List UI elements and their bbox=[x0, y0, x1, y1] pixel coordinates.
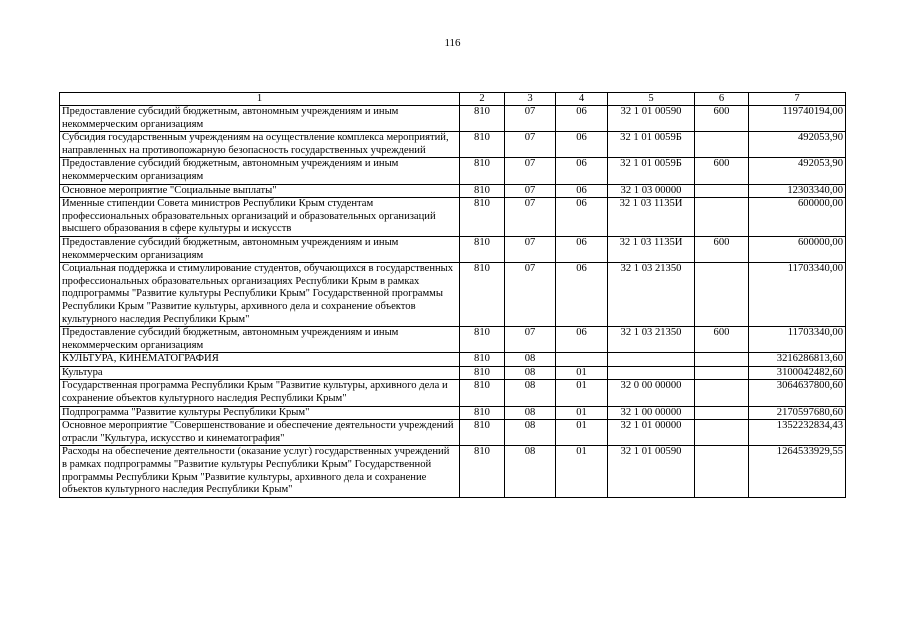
row-expense-type bbox=[695, 184, 749, 198]
row-amount: 1264533929,55 bbox=[749, 446, 846, 497]
header-row bbox=[60, 93, 846, 106]
row-target-article: 32 1 03 1135И bbox=[608, 236, 695, 262]
table-row bbox=[60, 380, 846, 406]
row-name: Субсидия государственным учреждениям на осуществление комплекса мероприятий, направленных на противопожарную безопасность государственных учреждений bbox=[60, 132, 460, 158]
row-section-code: 07 bbox=[505, 327, 556, 353]
row-amount: 3216286813,60 bbox=[749, 353, 846, 367]
row-ministry-code: 810 bbox=[460, 158, 505, 184]
row-target-article: 32 0 00 00000 bbox=[608, 380, 695, 406]
row-amount: 11703340,00 bbox=[749, 263, 846, 327]
row-amount: 1352232834,43 bbox=[749, 420, 846, 446]
row-name: Социальная поддержка и стимулирование студентов, обучающихся в государственных профессиональных образовательных организациях Республики Крым в рамках подпрограммы "Развитие культуры Республики Крым" Государственной программы Республики Крым "Развитие культуры, архивного дела и сохранение объектов культурного наследия Республики Крым" bbox=[60, 263, 460, 327]
row-name: Предоставление субсидий бюджетным, автономным учреждениям и иным некоммерческим организациям bbox=[60, 158, 460, 184]
header-col-2: 2 bbox=[460, 93, 505, 106]
row-expense-type bbox=[695, 380, 749, 406]
row-name: Предоставление субсидий бюджетным, автономным учреждениям и иным некоммерческим организациям bbox=[60, 106, 460, 132]
row-subsection-code bbox=[556, 353, 608, 367]
table-row bbox=[60, 366, 846, 380]
header-col-1: 1 bbox=[60, 93, 460, 106]
row-target-article: 32 1 00 00000 bbox=[608, 406, 695, 420]
row-target-article bbox=[608, 353, 695, 367]
table-row bbox=[60, 327, 846, 353]
row-subsection-code: 06 bbox=[556, 236, 608, 262]
row-target-article: 32 1 01 00590 bbox=[608, 106, 695, 132]
row-subsection-code: 06 bbox=[556, 327, 608, 353]
row-section-code: 08 bbox=[505, 353, 556, 367]
table-row bbox=[60, 406, 846, 420]
row-subsection-code: 06 bbox=[556, 158, 608, 184]
row-amount: 2170597680,60 bbox=[749, 406, 846, 420]
row-amount: 600000,00 bbox=[749, 198, 846, 237]
row-section-code: 08 bbox=[505, 446, 556, 497]
row-ministry-code: 810 bbox=[460, 366, 505, 380]
row-ministry-code: 810 bbox=[460, 406, 505, 420]
row-subsection-code: 06 bbox=[556, 198, 608, 237]
page-number: 116 bbox=[444, 37, 461, 49]
row-name: Подпрограмма "Развитие культуры Республики Крым" bbox=[60, 406, 460, 420]
row-amount: 11703340,00 bbox=[749, 327, 846, 353]
row-ministry-code: 810 bbox=[460, 263, 505, 327]
row-target-article: 32 1 01 0059Б bbox=[608, 132, 695, 158]
row-subsection-code: 01 bbox=[556, 446, 608, 497]
table-row bbox=[60, 158, 846, 184]
header-col-7: 7 bbox=[749, 93, 846, 106]
header-col-6: 6 bbox=[695, 93, 749, 106]
row-ministry-code: 810 bbox=[460, 198, 505, 237]
row-amount: 119740194,00 bbox=[749, 106, 846, 132]
row-subsection-code: 01 bbox=[556, 420, 608, 446]
row-subsection-code: 06 bbox=[556, 106, 608, 132]
row-amount: 492053,90 bbox=[749, 158, 846, 184]
row-expense-type bbox=[695, 132, 749, 158]
row-subsection-code: 01 bbox=[556, 366, 608, 380]
row-expense-type: 600 bbox=[695, 158, 749, 184]
row-target-article: 32 1 01 00000 bbox=[608, 420, 695, 446]
row-target-article: 32 1 01 00590 bbox=[608, 446, 695, 497]
row-amount: 600000,00 bbox=[749, 236, 846, 262]
row-section-code: 08 bbox=[505, 380, 556, 406]
table-row bbox=[60, 446, 846, 497]
row-subsection-code: 06 bbox=[556, 132, 608, 158]
row-expense-type: 600 bbox=[695, 327, 749, 353]
table-row bbox=[60, 420, 846, 446]
row-section-code: 08 bbox=[505, 406, 556, 420]
header-col-4: 4 bbox=[556, 93, 608, 106]
row-expense-type: 600 bbox=[695, 106, 749, 132]
row-ministry-code: 810 bbox=[460, 106, 505, 132]
row-ministry-code: 810 bbox=[460, 380, 505, 406]
row-amount: 3064637800,60 bbox=[749, 380, 846, 406]
row-target-article bbox=[608, 366, 695, 380]
row-ministry-code: 810 bbox=[460, 446, 505, 497]
row-name: Государственная программа Республики Крым "Развитие культуры, архивного дела и сохранение объектов культурного наследия Республики Крым" bbox=[60, 380, 460, 406]
row-ministry-code: 810 bbox=[460, 353, 505, 367]
row-name: Именные стипендии Совета министров Республики Крым студентам профессиональных образовательных организаций и образовательных организаций высшего образования в сфере культуры и искусств bbox=[60, 198, 460, 237]
row-name: Расходы на обеспечение деятельности (оказание услуг) государственных учреждений в рамках подпрограммы "Развитие культуры Республики Крым" Государственной программы Республики Крым "Развитие культуры, архивного дела и сохранение объектов культурного наследия Республики Крым" bbox=[60, 446, 460, 497]
row-amount: 492053,90 bbox=[749, 132, 846, 158]
row-subsection-code: 01 bbox=[556, 406, 608, 420]
row-section-code: 07 bbox=[505, 184, 556, 198]
header-col-3: 3 bbox=[505, 93, 556, 106]
table-row bbox=[60, 132, 846, 158]
row-ministry-code: 810 bbox=[460, 236, 505, 262]
row-expense-type bbox=[695, 263, 749, 327]
row-name: Предоставление субсидий бюджетным, автономным учреждениям и иным некоммерческим организациям bbox=[60, 236, 460, 262]
budget-table bbox=[59, 92, 846, 498]
row-name: Основное мероприятие "Совершенствование и обеспечение деятельности учреждений отрасли "Культура, искусство и кинематография" bbox=[60, 420, 460, 446]
row-section-code: 07 bbox=[505, 236, 556, 262]
row-section-code: 08 bbox=[505, 366, 556, 380]
row-expense-type bbox=[695, 406, 749, 420]
row-name: КУЛЬТУРА, КИНЕМАТОГРАФИЯ bbox=[60, 353, 460, 367]
row-ministry-code: 810 bbox=[460, 184, 505, 198]
row-expense-type bbox=[695, 420, 749, 446]
table-row bbox=[60, 184, 846, 198]
row-target-article: 32 1 03 21350 bbox=[608, 263, 695, 327]
row-expense-type bbox=[695, 198, 749, 237]
table-row bbox=[60, 198, 846, 237]
row-expense-type: 600 bbox=[695, 236, 749, 262]
header-col-5: 5 bbox=[608, 93, 695, 106]
row-ministry-code: 810 bbox=[460, 132, 505, 158]
row-name: Основное мероприятие "Социальные выплаты" bbox=[60, 184, 460, 198]
row-expense-type bbox=[695, 446, 749, 497]
row-target-article: 32 1 01 0059Б bbox=[608, 158, 695, 184]
row-expense-type bbox=[695, 366, 749, 380]
row-ministry-code: 810 bbox=[460, 420, 505, 446]
table-row bbox=[60, 353, 846, 367]
table-row bbox=[60, 236, 846, 262]
row-target-article: 32 1 03 21350 bbox=[608, 327, 695, 353]
row-amount: 3100042482,60 bbox=[749, 366, 846, 380]
row-name: Культура bbox=[60, 366, 460, 380]
table-row bbox=[60, 263, 846, 327]
row-target-article: 32 1 03 00000 bbox=[608, 184, 695, 198]
row-subsection-code: 06 bbox=[556, 263, 608, 327]
row-expense-type bbox=[695, 353, 749, 367]
row-name: Предоставление субсидий бюджетным, автономным учреждениям и иным некоммерческим организациям bbox=[60, 327, 460, 353]
row-section-code: 07 bbox=[505, 158, 556, 184]
row-subsection-code: 06 bbox=[556, 184, 608, 198]
row-section-code: 08 bbox=[505, 420, 556, 446]
row-amount: 12303340,00 bbox=[749, 184, 846, 198]
row-ministry-code: 810 bbox=[460, 327, 505, 353]
row-section-code: 07 bbox=[505, 198, 556, 237]
row-section-code: 07 bbox=[505, 132, 556, 158]
row-target-article: 32 1 03 1135И bbox=[608, 198, 695, 237]
table-row bbox=[60, 106, 846, 132]
row-section-code: 07 bbox=[505, 106, 556, 132]
row-section-code: 07 bbox=[505, 263, 556, 327]
row-subsection-code: 01 bbox=[556, 380, 608, 406]
